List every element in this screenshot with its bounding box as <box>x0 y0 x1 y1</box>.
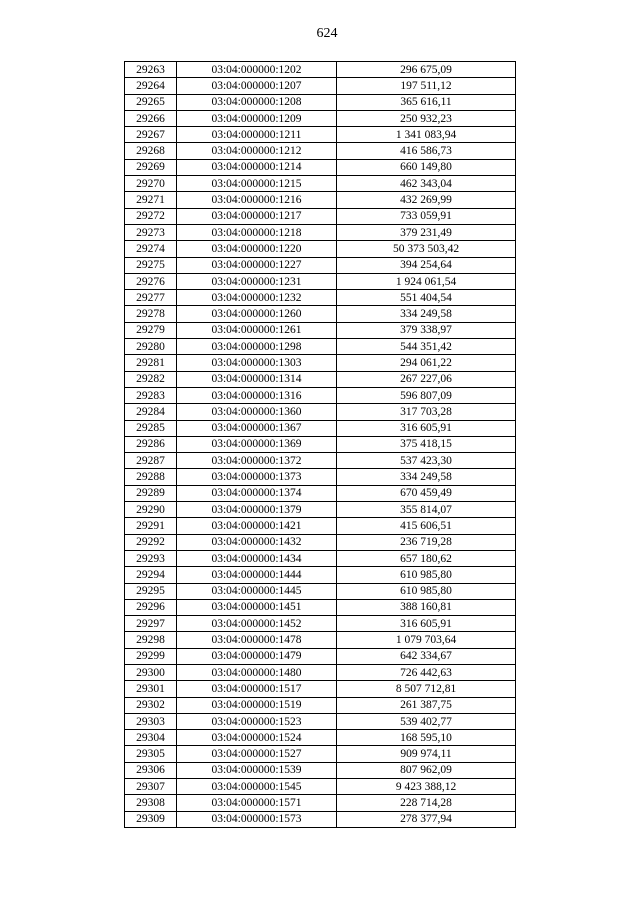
value-cell: 228 714,28 <box>337 795 516 811</box>
cadastral-number-cell: 03:04:000000:1218 <box>177 224 337 240</box>
table-row <box>125 127 516 143</box>
table-row <box>125 485 516 501</box>
table-row <box>125 192 516 208</box>
cadastral-number-cell: 03:04:000000:1360 <box>177 404 337 420</box>
cadastral-number-cell: 03:04:000000:1524 <box>177 730 337 746</box>
value-cell: 416 586,73 <box>337 143 516 159</box>
table-row <box>125 420 516 436</box>
row-number-cell: 29292 <box>125 534 177 550</box>
cadastral-number-cell: 03:04:000000:1480 <box>177 664 337 680</box>
table-row <box>125 469 516 485</box>
row-number-cell: 29295 <box>125 583 177 599</box>
cadastral-number-cell: 03:04:000000:1212 <box>177 143 337 159</box>
row-number-cell: 29309 <box>125 811 177 827</box>
cadastral-number-cell: 03:04:000000:1434 <box>177 550 337 566</box>
cadastral-number-cell: 03:04:000000:1445 <box>177 583 337 599</box>
value-cell: 1 341 083,94 <box>337 127 516 143</box>
row-number-cell: 29277 <box>125 290 177 306</box>
value-cell: 807 962,09 <box>337 762 516 778</box>
value-cell: 294 061,22 <box>337 355 516 371</box>
value-cell: 365 616,11 <box>337 94 516 110</box>
cadastral-number-cell: 03:04:000000:1451 <box>177 599 337 615</box>
cadastral-number-cell: 03:04:000000:1227 <box>177 257 337 273</box>
row-number-cell: 29281 <box>125 355 177 371</box>
cadastral-number-cell: 03:04:000000:1369 <box>177 436 337 452</box>
row-number-cell: 29285 <box>125 420 177 436</box>
row-number-cell: 29284 <box>125 404 177 420</box>
table-row <box>125 257 516 273</box>
cadastral-number-cell: 03:04:000000:1298 <box>177 339 337 355</box>
value-cell: 726 442,63 <box>337 664 516 680</box>
row-number-cell: 29303 <box>125 713 177 729</box>
value-cell: 278 377,94 <box>337 811 516 827</box>
table-row <box>125 78 516 94</box>
table-row <box>125 110 516 126</box>
table-row <box>125 746 516 762</box>
value-cell: 316 605,91 <box>337 420 516 436</box>
row-number-cell: 29307 <box>125 779 177 795</box>
cadastral-number-cell: 03:04:000000:1217 <box>177 208 337 224</box>
cadastral-number-cell: 03:04:000000:1571 <box>177 795 337 811</box>
table-row <box>125 436 516 452</box>
table-row <box>125 730 516 746</box>
row-number-cell: 29287 <box>125 453 177 469</box>
cadastral-number-cell: 03:04:000000:1215 <box>177 176 337 192</box>
table-row <box>125 550 516 566</box>
table-row <box>125 599 516 615</box>
value-cell: 236 719,28 <box>337 534 516 550</box>
table-row <box>125 355 516 371</box>
value-cell: 909 974,11 <box>337 746 516 762</box>
cadastral-number-cell: 03:04:000000:1314 <box>177 371 337 387</box>
row-number-cell: 29305 <box>125 746 177 762</box>
value-cell: 9 423 388,12 <box>337 779 516 795</box>
value-cell: 642 334,67 <box>337 648 516 664</box>
value-cell: 670 459,49 <box>337 485 516 501</box>
table-row <box>125 94 516 110</box>
cadastral-number-cell: 03:04:000000:1517 <box>177 681 337 697</box>
row-number-cell: 29263 <box>125 62 177 78</box>
table-row <box>125 779 516 795</box>
cadastral-number-cell: 03:04:000000:1374 <box>177 485 337 501</box>
table-row <box>125 632 516 648</box>
table-row <box>125 224 516 240</box>
value-cell: 539 402,77 <box>337 713 516 729</box>
data-table <box>124 61 516 828</box>
value-cell: 317 703,28 <box>337 404 516 420</box>
row-number-cell: 29289 <box>125 485 177 501</box>
row-number-cell: 29274 <box>125 241 177 257</box>
value-cell: 432 269,99 <box>337 192 516 208</box>
cadastral-number-cell: 03:04:000000:1373 <box>177 469 337 485</box>
row-number-cell: 29304 <box>125 730 177 746</box>
value-cell: 379 231,49 <box>337 224 516 240</box>
cadastral-number-cell: 03:04:000000:1316 <box>177 387 337 403</box>
row-number-cell: 29275 <box>125 257 177 273</box>
cadastral-number-cell: 03:04:000000:1379 <box>177 502 337 518</box>
table-row <box>125 811 516 827</box>
row-number-cell: 29272 <box>125 208 177 224</box>
row-number-cell: 29308 <box>125 795 177 811</box>
value-cell: 8 507 712,81 <box>337 681 516 697</box>
table-row <box>125 583 516 599</box>
cadastral-number-cell: 03:04:000000:1202 <box>177 62 337 78</box>
row-number-cell: 29283 <box>125 387 177 403</box>
table-row <box>125 453 516 469</box>
cadastral-number-cell: 03:04:000000:1432 <box>177 534 337 550</box>
row-number-cell: 29269 <box>125 159 177 175</box>
cadastral-number-cell: 03:04:000000:1545 <box>177 779 337 795</box>
table-row <box>125 616 516 632</box>
value-cell: 296 675,09 <box>337 62 516 78</box>
row-number-cell: 29278 <box>125 306 177 322</box>
value-cell: 610 985,80 <box>337 567 516 583</box>
table-row <box>125 404 516 420</box>
cadastral-number-cell: 03:04:000000:1211 <box>177 127 337 143</box>
row-number-cell: 29302 <box>125 697 177 713</box>
cadastral-number-cell: 03:04:000000:1539 <box>177 762 337 778</box>
cadastral-number-cell: 03:04:000000:1216 <box>177 192 337 208</box>
value-cell: 50 373 503,42 <box>337 241 516 257</box>
row-number-cell: 29282 <box>125 371 177 387</box>
row-number-cell: 29268 <box>125 143 177 159</box>
row-number-cell: 29279 <box>125 322 177 338</box>
cadastral-number-cell: 03:04:000000:1527 <box>177 746 337 762</box>
value-cell: 379 338,97 <box>337 322 516 338</box>
table-row <box>125 273 516 289</box>
cadastral-number-cell: 03:04:000000:1209 <box>177 110 337 126</box>
cadastral-number-cell: 03:04:000000:1214 <box>177 159 337 175</box>
value-cell: 537 423,30 <box>337 453 516 469</box>
cadastral-number-cell: 03:04:000000:1452 <box>177 616 337 632</box>
row-number-cell: 29300 <box>125 664 177 680</box>
table-row <box>125 208 516 224</box>
cadastral-number-cell: 03:04:000000:1479 <box>177 648 337 664</box>
table-row <box>125 713 516 729</box>
table-row <box>125 502 516 518</box>
cadastral-number-cell: 03:04:000000:1232 <box>177 290 337 306</box>
cadastral-number-cell: 03:04:000000:1260 <box>177 306 337 322</box>
cadastral-number-cell: 03:04:000000:1519 <box>177 697 337 713</box>
table-row <box>125 534 516 550</box>
table-row <box>125 306 516 322</box>
value-cell: 250 932,23 <box>337 110 516 126</box>
value-cell: 197 511,12 <box>337 78 516 94</box>
table-row <box>125 159 516 175</box>
value-cell: 267 227,06 <box>337 371 516 387</box>
cadastral-number-cell: 03:04:000000:1207 <box>177 78 337 94</box>
cadastral-number-cell: 03:04:000000:1478 <box>177 632 337 648</box>
row-number-cell: 29296 <box>125 599 177 615</box>
table-row <box>125 339 516 355</box>
row-number-cell: 29293 <box>125 550 177 566</box>
row-number-cell: 29294 <box>125 567 177 583</box>
cadastral-number-cell: 03:04:000000:1220 <box>177 241 337 257</box>
value-cell: 388 160,81 <box>337 599 516 615</box>
row-number-cell: 29291 <box>125 518 177 534</box>
row-number-cell: 29301 <box>125 681 177 697</box>
value-cell: 316 605,91 <box>337 616 516 632</box>
table-row <box>125 241 516 257</box>
table-row <box>125 290 516 306</box>
cadastral-number-cell: 03:04:000000:1208 <box>177 94 337 110</box>
row-number-cell: 29265 <box>125 94 177 110</box>
row-number-cell: 29266 <box>125 110 177 126</box>
table-row <box>125 762 516 778</box>
row-number-cell: 29276 <box>125 273 177 289</box>
value-cell: 657 180,62 <box>337 550 516 566</box>
row-number-cell: 29299 <box>125 648 177 664</box>
row-number-cell: 29273 <box>125 224 177 240</box>
table-row <box>125 143 516 159</box>
table-row <box>125 62 516 78</box>
table-row <box>125 176 516 192</box>
cadastral-number-cell: 03:04:000000:1231 <box>177 273 337 289</box>
row-number-cell: 29288 <box>125 469 177 485</box>
value-cell: 462 343,04 <box>337 176 516 192</box>
cadastral-number-cell: 03:04:000000:1421 <box>177 518 337 534</box>
table-row <box>125 567 516 583</box>
table-row <box>125 371 516 387</box>
table-body <box>125 62 516 828</box>
cadastral-number-cell: 03:04:000000:1523 <box>177 713 337 729</box>
cadastral-number-cell: 03:04:000000:1372 <box>177 453 337 469</box>
row-number-cell: 29290 <box>125 502 177 518</box>
row-number-cell: 29286 <box>125 436 177 452</box>
value-cell: 394 254,64 <box>337 257 516 273</box>
row-number-cell: 29297 <box>125 616 177 632</box>
cadastral-number-cell: 03:04:000000:1444 <box>177 567 337 583</box>
value-cell: 334 249,58 <box>337 469 516 485</box>
value-cell: 544 351,42 <box>337 339 516 355</box>
cadastral-number-cell: 03:04:000000:1261 <box>177 322 337 338</box>
cadastral-number-cell: 03:04:000000:1573 <box>177 811 337 827</box>
cadastral-number-cell: 03:04:000000:1367 <box>177 420 337 436</box>
value-cell: 355 814,07 <box>337 502 516 518</box>
value-cell: 660 149,80 <box>337 159 516 175</box>
value-cell: 415 606,51 <box>337 518 516 534</box>
page-number: 624 <box>316 26 338 41</box>
table-row <box>125 664 516 680</box>
row-number-cell: 29298 <box>125 632 177 648</box>
table-row <box>125 387 516 403</box>
row-number-cell: 29271 <box>125 192 177 208</box>
row-number-cell: 29280 <box>125 339 177 355</box>
value-cell: 334 249,58 <box>337 306 516 322</box>
value-cell: 1 924 061,54 <box>337 273 516 289</box>
value-cell: 1 079 703,64 <box>337 632 516 648</box>
row-number-cell: 29267 <box>125 127 177 143</box>
table-row <box>125 322 516 338</box>
value-cell: 596 807,09 <box>337 387 516 403</box>
table-row <box>125 795 516 811</box>
value-cell: 551 404,54 <box>337 290 516 306</box>
row-number-cell: 29270 <box>125 176 177 192</box>
row-number-cell: 29306 <box>125 762 177 778</box>
value-cell: 168 595,10 <box>337 730 516 746</box>
table-row <box>125 648 516 664</box>
value-cell: 733 059,91 <box>337 208 516 224</box>
cadastral-number-cell: 03:04:000000:1303 <box>177 355 337 371</box>
table-row <box>125 697 516 713</box>
table-row <box>125 681 516 697</box>
table-row <box>125 518 516 534</box>
row-number-cell: 29264 <box>125 78 177 94</box>
value-cell: 261 387,75 <box>337 697 516 713</box>
value-cell: 610 985,80 <box>337 583 516 599</box>
value-cell: 375 418,15 <box>337 436 516 452</box>
